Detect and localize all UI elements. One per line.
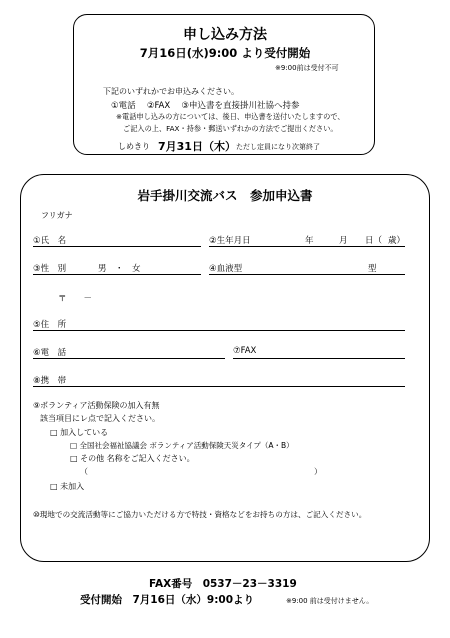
blood-type-label: ④血液型 — [209, 264, 243, 274]
reception-start-note: ※9:00 前は受付けません。 — [286, 597, 374, 605]
insurance-instruction: 該当項目にレ点で記入ください。 — [40, 414, 160, 423]
form-title: 岩手掛川交流バス 参加申込書 — [137, 188, 313, 203]
phone-field[interactable] — [33, 358, 225, 359]
birth-month-label: 月 — [339, 236, 348, 246]
postal-code-mark: 〒 － — [58, 294, 93, 304]
birth-year-label: 年 — [305, 236, 314, 246]
insurance-other-checkbox[interactable]: □ その他 名称をご記入ください。 — [70, 454, 195, 463]
phone-label: ⑥電 話 — [33, 348, 67, 358]
blood-type-suffix: 型 — [368, 264, 377, 274]
sex-options[interactable]: 男 ・ 女 — [98, 264, 141, 274]
deadline-note: ただし定員になり次第終了 — [236, 143, 320, 151]
notice-date-line: 7月16日(水)9:00 より受付開始 — [139, 46, 311, 60]
insurance-not-joined-checkbox[interactable]: □ 未加入 — [50, 482, 85, 491]
reception-start-line: 受付開始 7月16日（水）9:00より — [80, 594, 255, 606]
deadline-date: 7月31日（木） — [158, 140, 236, 153]
mobile-label: ⑧携 帯 — [33, 376, 67, 386]
application-form-box — [20, 174, 430, 562]
insurance-joined-checkbox[interactable]: □ 加入している — [50, 428, 109, 437]
blood-type-field[interactable] — [209, 274, 405, 275]
birth-date-field[interactable] — [209, 246, 405, 247]
furigana-label: フリガナ — [41, 211, 73, 220]
notice-date-note: ※9:00前は受付不可 — [275, 64, 339, 72]
birth-day-label: 日（ — [365, 236, 383, 246]
insurance-shakyo-checkbox[interactable]: □ 全国社会福祉協議会 ボランティア活動保険天災タイプ（A・B） — [70, 441, 294, 450]
notice-methods: ①電話 ②FAX ③申込書を直接掛川社協へ持参 — [111, 101, 300, 111]
notice-note-2: ご記入の上、FAX・持参・郵送いずれかの方法でご提出ください。 — [123, 124, 338, 133]
age-label: 歳） — [388, 236, 406, 246]
fax-number-line: FAX番号 0537－23－3319 — [149, 578, 297, 590]
birth-date-label: ②生年月日 — [209, 236, 251, 246]
sex-field — [33, 274, 201, 275]
sex-label: ③性 別 — [33, 264, 67, 274]
insurance-other-name-field[interactable] — [92, 466, 312, 476]
mobile-field[interactable] — [33, 386, 405, 387]
notice-intro: 下記のいずれかでお申込みください。 — [103, 87, 239, 96]
insurance-other-paren-close: ） — [314, 467, 322, 476]
skills-question: ⑩現地での交流活動等にご協力いただける方で特技・資格などをお持ちの方は、ご記入ください。 — [33, 510, 367, 519]
notice-note-1: ※電話申し込みの方については、後日、申込書を送付いたしますので、 — [116, 112, 345, 121]
name-label: ①氏 名 — [33, 236, 67, 246]
notice-title: 申し込み方法 — [183, 27, 267, 43]
insurance-other-paren-open: （ — [80, 467, 88, 476]
deadline-label: しめきり — [118, 142, 150, 151]
fax-label: ⑦FAX — [233, 346, 257, 356]
insurance-heading: ⑨ボランティア活動保険の加入有無 — [33, 401, 160, 410]
address-field[interactable] — [33, 330, 405, 331]
fax-field[interactable] — [233, 358, 405, 359]
name-field[interactable] — [33, 246, 201, 247]
address-label: ⑤住 所 — [33, 320, 67, 330]
